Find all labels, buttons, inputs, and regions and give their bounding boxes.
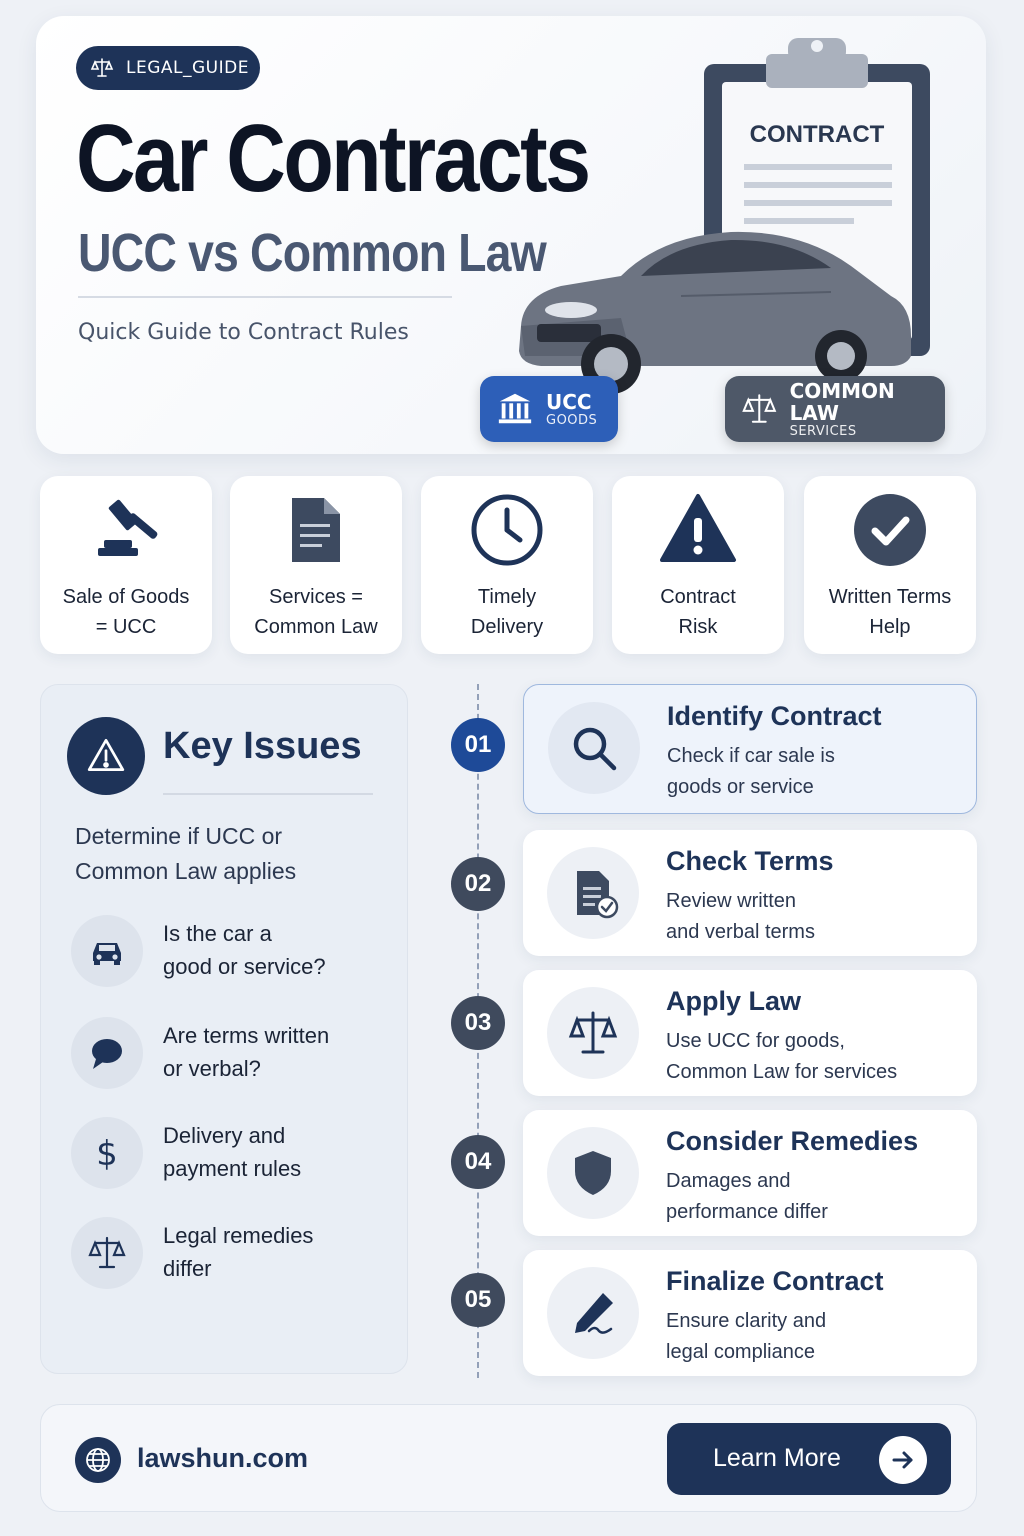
feature-label-line1: Written Terms <box>828 586 952 608</box>
step-number: 05 <box>451 1273 505 1327</box>
issue-line2: payment rules <box>163 1156 302 1181</box>
common-law-pill-sublabel: SERVICES <box>789 423 857 439</box>
step-desc-line2: Common Law for services <box>666 1061 898 1083</box>
clipboard-label: CONTRACT <box>749 121 885 148</box>
car-illustration <box>501 206 921 396</box>
step-consider-remedies[interactable] <box>523 1110 977 1236</box>
document-check-icon <box>547 847 639 939</box>
issue-line2: or verbal? <box>163 1056 261 1081</box>
site-link[interactable]: lawshun.com <box>137 1443 309 1473</box>
issue-line1: Is the car a <box>163 921 272 946</box>
legal-guide-tag <box>76 46 260 90</box>
issue-item-car-type <box>71 915 391 991</box>
gavel-icon <box>86 490 166 570</box>
divider <box>78 296 452 298</box>
key-issues-panel <box>40 684 408 1374</box>
scales-icon <box>741 390 778 428</box>
ucc-pill-label: UCC <box>546 389 592 414</box>
issue-line1: Are terms written <box>163 1023 330 1048</box>
shield-icon <box>547 1127 639 1219</box>
step-title: Check Terms <box>666 846 834 876</box>
feature-card-written-terms[interactable] <box>804 476 976 654</box>
courthouse-icon <box>496 390 534 428</box>
step-identify-contract[interactable] <box>523 684 977 814</box>
svg-text:$: $ <box>96 1134 118 1173</box>
feature-label-line2: Delivery <box>470 616 544 638</box>
key-issues-title: Key Issues <box>163 725 362 767</box>
issue-item-terms <box>71 1017 391 1093</box>
feature-label-line2: Help <box>869 616 911 638</box>
magnifier-icon <box>548 702 640 794</box>
ucc-goods-pill[interactable] <box>480 376 618 442</box>
feature-card-contract-risk[interactable] <box>612 476 784 654</box>
step-desc-line1: Ensure clarity and <box>666 1310 827 1332</box>
footer-bar <box>40 1404 977 1512</box>
key-issues-lead <box>75 819 375 889</box>
pen-icon <box>547 1267 639 1359</box>
hero-card <box>36 16 986 454</box>
issue-line1: Delivery and <box>163 1123 286 1148</box>
globe-icon <box>75 1437 121 1483</box>
issue-item-delivery-payment <box>71 1117 391 1193</box>
lead-line2: Common Law applies <box>75 858 297 884</box>
step-number: 01 <box>451 718 505 772</box>
step-desc-line2: goods or service <box>667 776 814 798</box>
step-title: Apply Law <box>666 986 802 1016</box>
step-desc-line1: Use UCC for goods, <box>666 1030 845 1052</box>
feature-label-line1: Timely <box>477 586 537 608</box>
lead-line1: Determine if UCC or <box>75 823 283 849</box>
feature-label-line1: Sale of Goods <box>62 586 190 608</box>
step-number: 03 <box>451 996 505 1050</box>
feature-card-services[interactable] <box>230 476 402 654</box>
warning-icon <box>658 490 738 570</box>
step-check-terms[interactable] <box>523 830 977 956</box>
scales-icon <box>71 1217 143 1289</box>
issue-item-remedies <box>71 1217 391 1293</box>
feature-label-line2: = UCC <box>95 616 157 638</box>
tag-label: LEGAL_GUIDE <box>126 58 249 78</box>
step-finalize-contract[interactable] <box>523 1250 977 1376</box>
learn-more-button[interactable] <box>667 1423 951 1495</box>
ucc-pill-sublabel: GOODS <box>546 412 598 428</box>
speech-bubble-icon <box>71 1017 143 1089</box>
step-desc-line1: Check if car sale is <box>667 745 835 767</box>
feature-label-line2: Common Law <box>254 616 378 638</box>
divider <box>163 793 373 795</box>
car-icon <box>71 915 143 987</box>
arrow-right-icon <box>879 1436 927 1484</box>
feature-card-timely-delivery[interactable] <box>421 476 593 654</box>
step-title: Consider Remedies <box>666 1126 919 1156</box>
clock-icon <box>467 490 547 570</box>
page-subtitle: UCC vs Common Law <box>78 223 546 283</box>
feature-card-sale-of-goods[interactable] <box>40 476 212 654</box>
learn-more-label: Learn More <box>713 1444 841 1472</box>
issue-line1: Legal remedies <box>163 1223 314 1248</box>
warning-icon <box>67 717 145 795</box>
issue-line2: differ <box>163 1256 212 1281</box>
issue-line2: good or service? <box>163 954 326 979</box>
step-number: 02 <box>451 857 505 911</box>
step-title: Finalize Contract <box>666 1266 884 1296</box>
page-caption: Quick Guide to Contract Rules <box>78 320 409 345</box>
feature-label-line1: Services = <box>269 586 363 608</box>
check-circle-icon <box>850 490 930 570</box>
step-desc-line1: Review written <box>666 890 797 912</box>
common-law-pill-label: COMMON LAW <box>789 378 895 425</box>
page-title: Car Contracts <box>76 105 589 212</box>
step-desc-line2: legal compliance <box>666 1341 815 1363</box>
dollar-icon <box>71 1117 143 1189</box>
step-desc-line2: and verbal terms <box>666 921 815 943</box>
feature-label-line2: Risk <box>678 616 718 638</box>
step-number: 04 <box>451 1135 505 1189</box>
step-desc-line1: Damages and <box>666 1170 791 1192</box>
step-title: Identify Contract <box>667 701 882 731</box>
document-icon <box>276 490 356 570</box>
feature-label-line1: Contract <box>660 586 736 608</box>
scales-icon <box>547 987 639 1079</box>
step-apply-law[interactable] <box>523 970 977 1096</box>
step-desc-line2: performance differ <box>666 1201 828 1223</box>
common-law-services-pill[interactable] <box>725 376 945 442</box>
scales-icon <box>90 56 114 80</box>
